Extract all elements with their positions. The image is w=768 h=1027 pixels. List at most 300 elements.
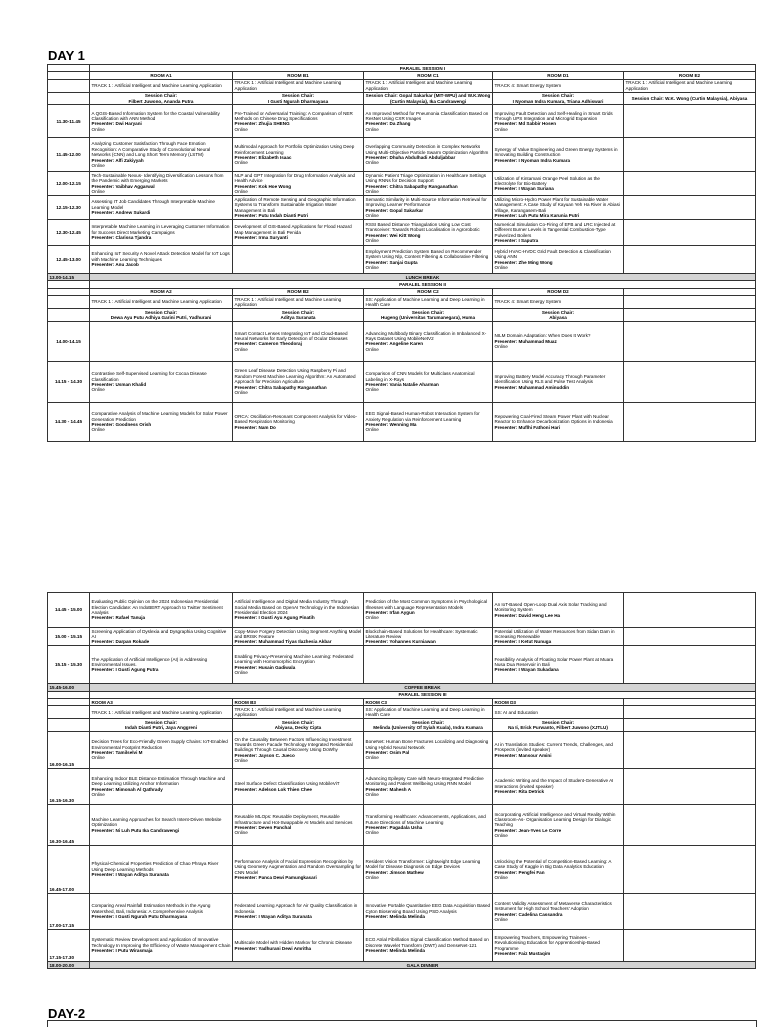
paper-cell[interactable] xyxy=(233,593,364,628)
room-row xyxy=(48,699,756,706)
paper-cell[interactable] xyxy=(493,220,624,246)
empty-cell xyxy=(624,628,756,646)
online-flag: Online xyxy=(494,916,508,922)
chair-row-cell: Session Chair: I Nyoman Indra Kumara, Triana Adhiswari xyxy=(493,92,624,105)
paper-title: Content Validity Assessment of Metaverse Characteristics Instrument for High School Teachers' Adoption xyxy=(494,900,612,912)
presenter: Presenter: Jean-Yves Le Corre xyxy=(494,827,562,833)
presenter: Presenter: Angeline Karen xyxy=(365,341,424,347)
online-flag: Online xyxy=(365,387,379,393)
room-row-cell: ROOM B1 xyxy=(233,72,364,79)
break-time: 15.45-16.00 xyxy=(48,684,90,691)
track-row-cell: TRACK 1 : Artificial Intelligent and Machine Learning Application xyxy=(233,79,364,92)
paper-cell[interactable] xyxy=(364,321,493,361)
paper-title: Smart Contact Lenses Integrating IoT and Cloud-Based Neural Networks for Early Detection of Ocular Diseases xyxy=(234,330,348,341)
presenter: Presenter: I Gusti Agung Putra xyxy=(91,667,159,673)
paper-title: Interpretable Machine Learning in Leveraging Customer Information for Success Direct Marketing Campaigns xyxy=(91,224,230,235)
paper-title: Advancing Multibody Binary Classification in Imbalanced X-Rays Dataset Using MobileNetV2 xyxy=(365,330,487,341)
paper-cell[interactable] xyxy=(493,846,624,894)
track-row-cell: TRACK 1 : Artificial Intelligent and Machine Learning Application xyxy=(364,79,493,92)
paper-cell[interactable] xyxy=(364,593,493,628)
paper-title: Evaluating Public Opinion on the 2024 Indonesian Presidential Election Candidate: An IndoBERT Approach to Twitter Sentiment Analysis xyxy=(91,599,223,615)
paper-title: Hybrid HVAC-HVDC Grid Fault Detection & Classification Using ANN xyxy=(494,248,611,260)
time-slot-row xyxy=(48,769,756,805)
paper-cell[interactable] xyxy=(493,105,624,138)
track-row-cell: TRACK 1 : Artificial Intelligent and Machine Learning Application xyxy=(90,79,233,92)
paper-title: Comparative Analysis of Machine Learning Models for Solar Power Generation Prediction xyxy=(91,411,228,422)
empty-cell xyxy=(48,79,90,92)
paper-cell[interactable] xyxy=(493,646,624,684)
paper-cell[interactable] xyxy=(90,402,233,441)
track-row-cell: TRACK 1 : Artificial Intelligent and Machine Learning Application xyxy=(90,296,233,309)
chair-row-cell: Session Chair: Abiyasa xyxy=(493,309,624,322)
paper-title: Green Leaf Disease Detection Using Raspberry Pi and Random Forest Machine Learning Algorithm: An Automated Approach for Precision Agriculture xyxy=(234,368,356,385)
online-flag: Online xyxy=(91,126,105,132)
time-slot-row xyxy=(48,321,756,361)
online-flag: Online xyxy=(91,791,105,797)
presenter: Presenter: Rafael Tanuja xyxy=(91,615,146,621)
paper-cell[interactable] xyxy=(233,805,364,846)
paper-title: Performance Analysis of Facial Expression Recognition by Using Geometry Augmentation and Random Oversampling for CNN Model xyxy=(234,858,361,875)
time-slot: 14.45 - 15.00 xyxy=(48,593,90,628)
paper-cell[interactable] xyxy=(233,172,364,196)
paper-cell[interactable] xyxy=(233,321,364,361)
time-slot: 16.45-17.00 xyxy=(48,846,90,894)
room-row-cell: ROOM C3 xyxy=(364,699,493,706)
paper-title: Unlocking the Potential of Competition-Based Learning: A Case Study of Kaggle in Big Data Analytics Education xyxy=(494,858,612,870)
track-row-cell: TRACK 4: Smart Energy System xyxy=(493,79,624,92)
paper-cell[interactable] xyxy=(90,930,233,962)
room-row xyxy=(48,72,756,79)
chair-row xyxy=(48,309,756,322)
paper-title: Comparison of CNN Models for Multiclass Anatomical Labeling in X-Rays xyxy=(365,371,475,382)
paper-title: Decision Trees for Eco-Friendly Green Supply Chains: IoT-Enabled Environmental Footprint Reduction xyxy=(91,739,228,750)
paper-title: Machine Learning Approaches for Search Intent-Driven Website Optimization xyxy=(91,816,222,828)
paper-title: Dynamic Patient Triage Optimization in Healthcare Settings Using RNNs for Decision Support xyxy=(365,172,487,184)
chair-row-cell: Session Chair: Melinda (University Of Syiah Kuala), Indra Kumara xyxy=(364,719,493,732)
presenter: Presenter: Zhujia SHENG xyxy=(234,121,290,127)
online-flag: Online xyxy=(365,264,379,270)
empty-cell xyxy=(624,699,756,706)
presenter: Presenter: Yadhurani Dewi Amritha xyxy=(234,945,312,951)
time-slot-row xyxy=(48,846,756,894)
paper-title: AI in Translation Studies: Current Trends, Challenges, and Prospects (invited speaker) xyxy=(494,741,613,753)
paper-cell[interactable] xyxy=(364,846,493,894)
presenter: Presenter: I Wayan Sukadana xyxy=(494,667,559,673)
empty-cell xyxy=(48,691,90,698)
paper-cell[interactable] xyxy=(364,646,493,684)
track-row-cell: TRACK 1 : Artificial Intelligent and Machine Learning Application xyxy=(233,296,364,309)
presenter: Presenter: Da Zhang xyxy=(365,121,411,127)
paper-cell[interactable] xyxy=(364,361,493,402)
online-flag: Online xyxy=(365,160,379,166)
paper-title: Artificial Intelligence and Digital Media Industry Through Social Media Based on OpenAI Technology in the Indonesian Presidential Election 2024 xyxy=(234,599,360,615)
paper-cell[interactable] xyxy=(233,646,364,684)
paper-title: Blockchain-Based Solutions for Healthcare: Systematic Literature Review xyxy=(365,628,478,639)
paper-title: BoneNet: Human Bone Fractures Localizing and Diagnosing Using Hybrid Neural Network xyxy=(365,739,489,750)
chair-row-cell: Session Chair: Na Ii, Erick Purwanto, Filbert Juwono (XJTLU) xyxy=(493,719,624,732)
paper-title: Innovative Portable Quantitative EEG Data Acquisition Based Cyton Biosensing Board Using PSD Analysis xyxy=(365,903,491,914)
paper-cell[interactable] xyxy=(493,805,624,846)
empty-cell xyxy=(624,220,756,246)
paper-cell[interactable] xyxy=(364,894,493,930)
paper-title: Federated Learning Approach for Air Quality Classification in Indonesia xyxy=(234,903,358,914)
chair-row-cell: Session Chair: Gopal Sakarkar (MIT-WPU) and W.K.Wong (Curtin Malaysia), Ika Candrawengi xyxy=(364,92,493,105)
time-slot: 11.30-11.45 xyxy=(48,105,90,138)
time-slot-row xyxy=(48,628,756,646)
paper-cell[interactable] xyxy=(233,361,364,402)
empty-cell xyxy=(48,706,90,719)
paper-title: EEG Signal-Based Human-Robot Interaction System for Anxiety Regulation via Reinforcement Learning xyxy=(365,411,480,422)
paper-title: Utilization of Kintamani Orange Peel Solution as the Electrolyte for Bio-Battery xyxy=(494,175,600,187)
presenter: Presenter: Ni Luh Putu Ika Candrawengi xyxy=(91,827,180,833)
paper-title: Semantic Similarity in Multi-Source Information Retrieval for Improving Learner Performance xyxy=(365,196,487,208)
paper-title: Multimodal Approach for Portfolio Optimization Using Deep Reinforcement Learning xyxy=(234,144,355,155)
schedule-table-session-2-3 xyxy=(47,592,756,969)
time-slot-row xyxy=(48,805,756,846)
time-slot-row xyxy=(48,732,756,769)
presenter: Presenter: Muhammad Muaz xyxy=(494,338,557,344)
chair-row-cell: Session Chair: Aditya Suranata xyxy=(233,309,364,322)
online-flag: Online xyxy=(365,237,379,243)
online-flag: Online xyxy=(91,189,105,195)
online-flag: Online xyxy=(234,160,248,166)
paper-cell[interactable] xyxy=(90,246,233,274)
paper-title: Potential Utilization of Water Resources from Sidan Dam in Increasing Renewable xyxy=(494,628,615,639)
paper-title: Enhancing Indoor BLE Distance Estimation Through Machine and Deep Learning Utilizing Anchor Information xyxy=(91,775,226,787)
presenter: Presenter: Mansour Amini xyxy=(494,752,552,758)
session-title: PARALEL SESSION III xyxy=(90,691,756,698)
gala-dinner-row xyxy=(48,962,756,969)
presenter: Presenter: Panca Dewi Pamungkasari xyxy=(234,874,317,880)
empty-cell xyxy=(624,846,756,894)
empty-cell xyxy=(48,288,90,295)
online-flag: Online xyxy=(365,346,379,352)
presenter: Presenter: Adelson Lok Thien Chee xyxy=(234,786,312,792)
time-slot: 17.15-17.30 xyxy=(48,930,90,962)
presenter: Presenter: Usman Khalid xyxy=(91,381,147,387)
coffee-break-row xyxy=(48,684,756,691)
paper-cell[interactable] xyxy=(90,732,233,769)
paper-title: Tech-Sustainable Nexus- Identifying Diversification Lessons from the Pandemic with Emerging Markets xyxy=(91,172,224,184)
time-slot-row xyxy=(48,246,756,274)
paper-cell[interactable] xyxy=(493,172,624,196)
empty-cell xyxy=(48,719,90,732)
presenter: Presenter: Muflhi Fathoni Hari xyxy=(494,424,561,430)
online-flag: Online xyxy=(91,387,105,393)
paper-cell[interactable] xyxy=(493,361,624,402)
paper-cell[interactable] xyxy=(233,246,364,274)
paper-title: ORCA: Oscillation-Resonant Component Analysis for Video-Based Respiration Monitoring xyxy=(234,413,357,425)
online-flag: Online xyxy=(234,390,248,396)
paper-cell[interactable] xyxy=(90,628,233,646)
presenter: Presenter: Vaibhav Aggarwal xyxy=(91,183,155,189)
session-title: PARALEL SESSION I xyxy=(90,65,756,72)
paper-cell[interactable] xyxy=(90,846,233,894)
online-flag: Online xyxy=(365,755,379,761)
paper-cell[interactable] xyxy=(364,402,493,441)
paper-cell[interactable] xyxy=(364,769,493,805)
paper-cell[interactable] xyxy=(493,593,624,628)
paper-cell[interactable] xyxy=(90,138,233,172)
presenter: Presenter: Gopal Sakarkar xyxy=(365,207,424,213)
day1-title: DAY 1 xyxy=(48,48,85,63)
paper-cell[interactable] xyxy=(364,805,493,846)
paper-cell[interactable] xyxy=(233,846,364,894)
time-slot-row xyxy=(48,894,756,930)
paper-cell[interactable] xyxy=(233,894,364,930)
empty-cell xyxy=(624,719,756,732)
empty-cell xyxy=(624,593,756,628)
presenter: Presenter: Chitra Sabapathy Ranganathan xyxy=(365,183,458,189)
time-slot-row xyxy=(48,105,756,138)
paper-cell[interactable] xyxy=(90,593,233,628)
paper-cell[interactable] xyxy=(90,105,233,138)
paper-cell[interactable] xyxy=(493,196,624,220)
time-slot-row xyxy=(48,593,756,628)
track-row-cell: TRACK 1 : Artificial Intelligent and Machine Learning Application xyxy=(90,706,233,719)
paper-title: Feasibility Analysis of Floating Solar Power Plant at Muara Nusa Dua Reservoir in Bali xyxy=(494,656,614,668)
paper-cell[interactable] xyxy=(90,220,233,246)
presenter: Presenter: Nam Do xyxy=(234,424,276,430)
time-slot: 12.45-13.00 xyxy=(48,246,90,274)
paper-cell[interactable] xyxy=(233,196,364,220)
empty-cell xyxy=(624,402,756,441)
online-flag: Online xyxy=(91,163,105,169)
paper-title: Transforming Healthcare: Advancements, Applications, and Future Directions of Machine Learning xyxy=(365,814,486,825)
room-row-cell: ROOM C2 xyxy=(364,288,493,295)
online-flag: Online xyxy=(494,126,508,132)
presenter: Presenter: I Wayan Suriana xyxy=(494,186,554,192)
presenter: Presenter: Vania Natalie Aharman xyxy=(365,381,439,387)
paper-cell[interactable] xyxy=(364,138,493,172)
room-row-cell: ROOM D2 xyxy=(493,288,624,295)
empty-cell xyxy=(624,930,756,962)
time-slot: 12.00-12.15 xyxy=(48,172,90,196)
room-row-cell: ROOM D3 xyxy=(493,699,624,706)
paper-cell[interactable] xyxy=(364,628,493,646)
presenter: Presenter: Clarissa Tjandra xyxy=(91,235,152,241)
presenter: Presenter: Faiz Mustaqim xyxy=(494,950,551,956)
presenter: Presenter: Dhuha Abdulhadi Abduljabbar xyxy=(365,154,456,160)
empty-cell xyxy=(624,309,756,322)
paper-cell[interactable] xyxy=(90,172,233,196)
presenter: Presenter: I Saputra xyxy=(494,237,539,243)
paper-cell[interactable] xyxy=(233,732,364,769)
paper-cell[interactable] xyxy=(90,894,233,930)
paper-cell[interactable] xyxy=(233,105,364,138)
paper-cell[interactable] xyxy=(233,220,364,246)
presenter: Presenter: Mimonah Al Qathrady xyxy=(91,786,163,792)
lunch-break-row xyxy=(48,274,756,281)
room-row-cell: ROOM E2 xyxy=(624,72,756,79)
paper-cell[interactable] xyxy=(90,361,233,402)
paper-title: Resident Vision Transformer: Lightweight Edge Learning Model for Disease Diagnosis on Edge Devices xyxy=(365,858,481,870)
presenter: Presenter: David Heng Lee Ha xyxy=(494,612,561,618)
presenter: Presenter: Pengfei Fan xyxy=(494,869,545,875)
room-row-cell: ROOM A1 xyxy=(90,72,233,79)
presenter: Presenter: Osim Pal xyxy=(365,750,410,756)
presenter: Presenter: Cadelina Cassandra xyxy=(494,911,563,917)
paper-cell[interactable] xyxy=(493,402,624,441)
online-flag: Online xyxy=(365,427,379,433)
online-flag: Online xyxy=(91,755,105,761)
time-slot-row xyxy=(48,196,756,220)
time-slot: 14.30 - 14.45 xyxy=(48,402,90,441)
presenter: Presenter: Melinda Melinda xyxy=(365,914,425,920)
empty-cell xyxy=(48,309,90,322)
track-row xyxy=(48,79,756,92)
room-row xyxy=(48,288,756,295)
paper-title: Physical-Chemical Properties Prediction of Chao Phraya River Using Deep Learning Methods xyxy=(91,861,219,872)
time-slot: 17.00-17.15 xyxy=(48,894,90,930)
online-flag: Online xyxy=(365,874,379,880)
paper-title: Enhancing IoT Security A Novel Attack Detection Model for IoT Logs with Machine Learning Techniques xyxy=(91,251,230,262)
empty-cell xyxy=(624,246,756,274)
paper-cell[interactable] xyxy=(493,246,624,274)
room-row-cell: ROOM A3 xyxy=(90,699,233,706)
paper-cell[interactable] xyxy=(364,732,493,769)
paper-title: Steel Surface Defect Classification Using MobileViT xyxy=(234,781,340,787)
room-row-cell: ROOM D1 xyxy=(493,72,624,79)
paper-title: Systematic Review Development and Application of Innovative Technology In Improving the Efficiency of Waste Management Chain xyxy=(91,937,231,948)
paper-title: A QGIS-Based Information System for the Coastal Vulnerability Classification with ANN Method xyxy=(91,110,220,122)
time-slot: 12.30-12.45 xyxy=(48,220,90,246)
paper-cell[interactable] xyxy=(90,805,233,846)
time-slot: 15.00 - 15.15 xyxy=(48,628,90,646)
presenter: Presenter: Putu Indah Dianti Putri xyxy=(234,212,309,218)
presenter: Presenter: I Ketut Nunuga xyxy=(494,639,552,645)
track-row-cell: TRACK 4: Smart Energy System xyxy=(493,296,624,309)
paper-title: Screening Application of Dyslexia and Dysgraphia Using Cognitive AI xyxy=(91,628,227,639)
paper-title: An IoT-Based Open-Loop Dual Axis Solar Tracking and Monitoring System xyxy=(494,601,607,613)
presenter: Presenter: Muhammad Tiyas Ilazhesia Akbar xyxy=(234,639,332,645)
time-slot: 14.00-14.15 xyxy=(48,321,90,361)
empty-cell xyxy=(624,769,756,805)
presenter: Presenter: Melinda Melinda xyxy=(365,948,425,954)
online-flag: Online xyxy=(234,670,248,676)
presenter: Presenter: Wei Kitt Wong xyxy=(365,232,421,238)
presenter: Presenter: Elizabeth Isaac xyxy=(234,154,292,160)
paper-cell[interactable] xyxy=(493,930,624,962)
track-row-cell: SS: AI and Education xyxy=(493,706,624,719)
empty-cell xyxy=(624,296,756,309)
empty-cell xyxy=(48,72,90,79)
empty-cell xyxy=(48,92,90,105)
paper-cell[interactable] xyxy=(233,930,364,962)
presenter: Presenter: Tamilselvi M xyxy=(91,750,143,756)
track-row xyxy=(48,296,756,309)
paper-cell[interactable] xyxy=(493,628,624,646)
presenter: Presenter: Dwi Haryani xyxy=(91,121,142,127)
online-flag: Online xyxy=(494,874,508,880)
time-slot: 11.45-12.00 xyxy=(48,138,90,172)
empty-cell xyxy=(624,805,756,846)
paper-title: Application of Remote Sensing and Geographic Information Systems to Transform Sustainable Irrigation Water Management in Bali xyxy=(234,196,356,213)
paper-cell[interactable] xyxy=(493,138,624,172)
paper-cell[interactable] xyxy=(364,105,493,138)
presenter: Presenter: I Gusti Ngurah Putu Dharmayasa xyxy=(91,914,188,920)
paper-title: Pre-Trained or Adversarial Training: A Comparison of NER Methods on Chinese Drug Specifications xyxy=(234,110,353,122)
paper-cell[interactable] xyxy=(233,402,364,441)
paper-cell[interactable] xyxy=(364,196,493,220)
paper-cell[interactable] xyxy=(364,220,493,246)
paper-cell[interactable] xyxy=(233,628,364,646)
room-row-cell: ROOM C1 xyxy=(364,72,493,79)
paper-title: Prediction of the Most Common Symptoms in Psychological Illnesses with Language Representation Models xyxy=(365,599,488,610)
time-slot: 14.15 - 14.30 xyxy=(48,361,90,402)
paper-cell[interactable] xyxy=(493,732,624,769)
online-flag: Online xyxy=(234,126,248,132)
presenter: Presenter: I Wayan Aditya Suranata xyxy=(91,872,169,878)
paper-cell[interactable] xyxy=(90,769,233,805)
presenter: Presenter: Goodness Orish xyxy=(91,421,152,427)
paper-cell[interactable] xyxy=(493,769,624,805)
empty-cell xyxy=(48,296,90,309)
time-slot: 16.15-16.30 xyxy=(48,769,90,805)
schedule-table-session-1-2 xyxy=(47,64,756,442)
paper-cell[interactable] xyxy=(493,894,624,930)
presenter: Presenter: Sanjai Gupta xyxy=(365,259,418,265)
session-2-header xyxy=(48,281,756,288)
presenter: Presenter: Irma Suryanti xyxy=(234,235,288,241)
time-slot-row xyxy=(48,402,756,441)
break-label: GALA DINNER xyxy=(90,962,756,969)
time-slot: 16.00-16.15 xyxy=(48,732,90,769)
online-flag: Online xyxy=(234,830,248,836)
room-row-cell: ROOM B3 xyxy=(233,699,364,706)
presenter: Presenter: Chitra Sabapathy Ranganathan xyxy=(234,384,327,390)
presenter: Presenter: Yohannes Kurniawan xyxy=(365,639,436,645)
paper-cell[interactable] xyxy=(364,930,493,962)
chair-row-cell: Session Chair: Abiyasa, Decky Cipta xyxy=(233,719,364,732)
track-row-cell: TRACK 1 : Artificial Intelligent and Machine Learning Application xyxy=(233,706,364,719)
paper-title: Numerical Simulation Co-Firing of EFB and LRC Injected at Different Burner Levels in Tangential Combustion-Type Pulverized Boilers xyxy=(494,221,616,238)
online-flag: Online xyxy=(234,346,248,352)
paper-cell[interactable] xyxy=(90,196,233,220)
presenter: Presenter: I Nyoman Indra Kumara xyxy=(494,157,571,163)
paper-title: NLP and GPT Integration for Drug Information Analysis and Health Advice xyxy=(234,172,356,184)
paper-title: RSSI Based Distance Triangulation Using Low Cost Transceiver: Towards Robust Localisation in Agrorobotic xyxy=(365,221,480,233)
break-label: COFFEE BREAK xyxy=(90,684,756,691)
time-slot: 16.30-16.45 xyxy=(48,805,90,846)
paper-title: Development of GIS-Based Applications for Flood Hazard Map Management in Bali Penida xyxy=(234,224,352,235)
paper-title: Repowering Coal-Fired Steam Power Plant with Nuclear Reactor to Enhance Decarbonization Options in Indonesia xyxy=(494,413,613,425)
empty-cell xyxy=(624,138,756,172)
empty-cell xyxy=(48,699,90,706)
empty-cell xyxy=(624,706,756,719)
paper-cell[interactable] xyxy=(90,646,233,684)
empty-cell xyxy=(624,288,756,295)
presenter: Presenter: Kok Hoe Wong xyxy=(234,183,292,189)
paper-title: ECG Atrial Fibrillation Signal Classification Method Based on Discrete Wavelet Transform (DWT) and DenseNet-121 xyxy=(365,937,489,948)
empty-cell xyxy=(624,646,756,684)
paper-cell[interactable] xyxy=(233,769,364,805)
empty-cell xyxy=(48,65,90,72)
chair-row-cell: Session Chair: W.K. Wong (Curtin Malaysia), Abiyasa xyxy=(624,92,756,105)
paper-cell[interactable] xyxy=(364,172,493,196)
paper-title: The Application of Artificial Intelligence (AI) in Addressing Environmental Issues. xyxy=(91,656,208,668)
paper-cell[interactable] xyxy=(233,138,364,172)
time-slot-row xyxy=(48,646,756,684)
paper-cell[interactable] xyxy=(493,321,624,361)
time-slot-row xyxy=(48,138,756,172)
chair-row-cell: Session Chair: Hugeng (Universitas Tarumanegara), Huma xyxy=(364,309,493,322)
paper-cell[interactable] xyxy=(364,246,493,274)
empty-cell xyxy=(48,281,90,288)
online-flag: Online xyxy=(365,615,379,621)
paper-cell[interactable] xyxy=(90,321,233,361)
presenter: Presenter: I Gusti Ayu Agung Pinatih xyxy=(234,615,315,621)
